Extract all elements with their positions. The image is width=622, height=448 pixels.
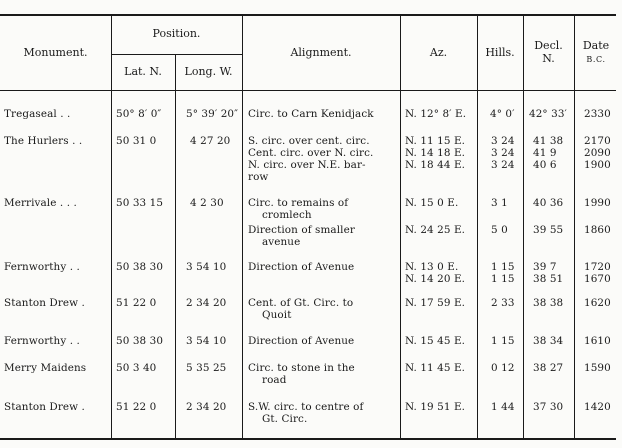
col-rule-1 xyxy=(111,15,112,439)
col-rule-4 xyxy=(400,15,401,439)
row-5-date-1: 1620 xyxy=(584,297,611,309)
row-4-long: 3 54 10 xyxy=(186,261,227,273)
header-alignment: Alignment. xyxy=(290,46,352,59)
row-3-az-1: N. 15 0 E. xyxy=(405,197,459,209)
row-5-decl-1: 38 38 xyxy=(533,297,564,309)
row-7-date-1: 1590 xyxy=(584,362,611,374)
row-8-alignment-1: S.W. circ. to centre of xyxy=(248,401,364,413)
row-2-hills-2: 3 24 xyxy=(491,147,515,159)
row-6-hills-1: 1 15 xyxy=(491,335,515,347)
row-2-decl-3: 40 6 xyxy=(533,159,557,171)
row-2-date-2: 2090 xyxy=(584,147,611,159)
row-7-hills-1: 0 12 xyxy=(491,362,515,374)
row-2-az-2: N. 14 18 E. xyxy=(405,147,466,159)
row-2-date-1: 2170 xyxy=(584,135,611,147)
row-6-alignment-1: Direction of Avenue xyxy=(248,335,355,347)
row-1-date-1: 2330 xyxy=(584,108,611,120)
row-7-az-1: N. 11 45 E. xyxy=(405,362,466,374)
row-3-hills-1: 3 1 xyxy=(491,197,508,209)
row-1-decl-1: 42° 33′ xyxy=(529,108,568,120)
row-7-alignment-1b: road xyxy=(262,374,287,386)
row-4-date-2: 1670 xyxy=(584,273,611,285)
row-1-hills-1: 4° 0′ xyxy=(490,108,515,120)
row-4-monument: Fernworthy . . xyxy=(4,261,80,273)
col-rule-2 xyxy=(175,54,176,439)
row-2-hills-3: 3 24 xyxy=(491,159,515,171)
row-5-az-1: N. 17 59 E. xyxy=(405,297,466,309)
row-7-monument: Merry Maidens xyxy=(4,362,87,374)
header-monument: Monument. xyxy=(23,46,88,59)
row-5-hills-1: 2 33 xyxy=(491,297,515,309)
row-3-decl-2: 39 55 xyxy=(533,224,564,236)
position-subrule xyxy=(111,54,242,55)
header-decl-line1: Decl. xyxy=(534,39,563,52)
row-3-alignment-1b: cromlech xyxy=(262,209,312,221)
header-date-line2: B.C. xyxy=(586,55,606,64)
row-1-az-1: N. 12° 8′ E. xyxy=(405,108,467,120)
row-1-monument: Tregaseal . . xyxy=(4,108,71,120)
row-2-az-3: N. 18 44 E. xyxy=(405,159,466,171)
row-6-monument: Fernworthy . . xyxy=(4,335,80,347)
header-long: Long. W. xyxy=(184,65,233,78)
row-8-decl-1: 37 30 xyxy=(533,401,564,413)
row-2-alignment-1: S. circ. over cent. circ. xyxy=(248,135,370,147)
row-6-long: 3 54 10 xyxy=(186,335,227,347)
row-2-alignment-3: N. circ. over N.E. bar- xyxy=(248,159,366,171)
row-7-alignment-1: Circ. to stone in the xyxy=(248,362,355,374)
row-2-hills-1: 3 24 xyxy=(491,135,515,147)
row-4-decl-2: 38 51 xyxy=(533,273,564,285)
row-8-az-1: N. 19 51 E. xyxy=(405,401,466,413)
row-2-alignment-2: Cent. circ. over N. circ. xyxy=(248,147,374,159)
row-2-az-1: N. 11 15 E. xyxy=(405,135,466,147)
row-7-decl-1: 38 27 xyxy=(533,362,564,374)
row-3-monument: Merrivale . . . xyxy=(4,197,77,209)
row-8-alignment-1b: Gt. Circ. xyxy=(262,413,308,425)
row-3-lat: 50 33 15 xyxy=(116,197,164,209)
row-7-lat: 50 3 40 xyxy=(116,362,157,374)
row-1-lat: 50° 8′ 0″ xyxy=(116,108,162,120)
header-date-line1: Date xyxy=(582,39,610,52)
col-rule-7 xyxy=(574,15,575,439)
row-5-alignment-1: Cent. of Gt. Circ. to xyxy=(248,297,354,309)
row-6-lat: 50 38 30 xyxy=(116,335,164,347)
row-2-monument: The Hurlers . . xyxy=(4,135,83,147)
row-1-long: 5° 39′ 20″ xyxy=(186,108,239,120)
row-5-lat: 51 22 0 xyxy=(116,297,157,309)
header-az: Az. xyxy=(429,46,448,59)
row-7-long: 5 35 25 xyxy=(186,362,227,374)
row-2-lat: 50 31 0 xyxy=(116,135,157,147)
row-2-long: 4 27 20 xyxy=(190,135,231,147)
row-5-alignment-1b: Quoit xyxy=(262,309,292,321)
row-3-alignment-2b: avenue xyxy=(262,236,301,248)
row-3-date-2: 1860 xyxy=(584,224,611,236)
row-4-az-2: N. 14 20 E. xyxy=(405,273,466,285)
header-decl-line2: N. xyxy=(542,52,555,65)
row-5-monument: Stanton Drew . xyxy=(4,297,85,309)
row-6-decl-1: 38 34 xyxy=(533,335,564,347)
row-3-alignment-2: Direction of smaller xyxy=(248,224,355,236)
row-6-date-1: 1610 xyxy=(584,335,611,347)
header-position: Position. xyxy=(152,27,201,40)
row-8-monument: Stanton Drew . xyxy=(4,401,85,413)
row-5-long: 2 34 20 xyxy=(186,297,227,309)
row-2-date-3: 1900 xyxy=(584,159,611,171)
row-1-alignment-1: Circ. to Carn Kenidjack xyxy=(248,108,374,120)
row-8-date-1: 1420 xyxy=(584,401,611,413)
row-3-decl-1: 40 36 xyxy=(533,197,564,209)
row-4-hills-2: 1 15 xyxy=(491,273,515,285)
row-3-hills-2: 5 0 xyxy=(491,224,508,236)
row-4-decl-1: 39 7 xyxy=(533,261,557,273)
row-3-date-1: 1990 xyxy=(584,197,611,209)
row-8-lat: 51 22 0 xyxy=(116,401,157,413)
row-3-alignment-1: Circ. to remains of xyxy=(248,197,349,209)
col-rule-3 xyxy=(242,15,243,439)
row-3-az-2: N. 24 25 E. xyxy=(405,224,466,236)
row-8-long: 2 34 20 xyxy=(186,401,227,413)
col-rule-6 xyxy=(523,15,524,439)
row-6-az-1: N. 15 45 E. xyxy=(405,335,466,347)
row-2-decl-1: 41 38 xyxy=(533,135,564,147)
row-2-decl-2: 41 9 xyxy=(533,147,557,159)
row-3-long: 4 2 30 xyxy=(190,197,224,209)
row-4-hills-1: 1 15 xyxy=(491,261,515,273)
col-rule-5 xyxy=(477,15,478,439)
row-4-alignment-1: Direction of Avenue xyxy=(248,261,355,273)
row-4-az-1: N. 13 0 E. xyxy=(405,261,459,273)
header-lat: Lat. N. xyxy=(124,65,162,78)
row-8-hills-1: 1 44 xyxy=(491,401,515,413)
row-2-alignment-3b: row xyxy=(248,171,269,183)
row-4-date-1: 1720 xyxy=(584,261,611,273)
header-hills: Hills. xyxy=(485,46,515,59)
row-4-lat: 50 38 30 xyxy=(116,261,164,273)
